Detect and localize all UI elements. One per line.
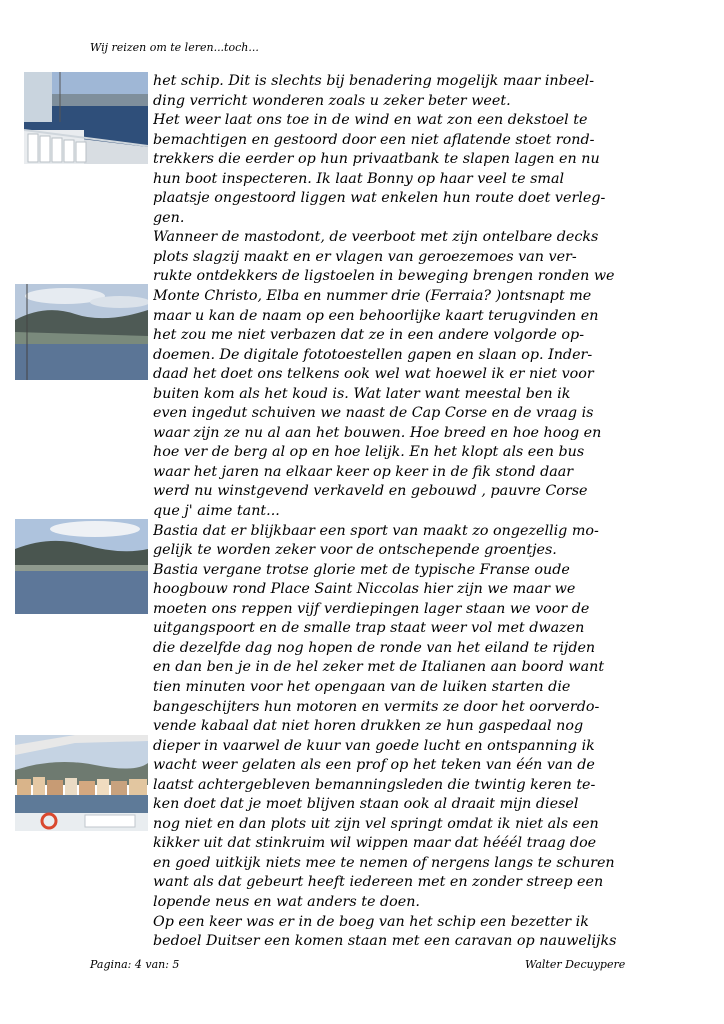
- text-line: bangeschijters hun motoren en vermits ze door het oorverdo-: [153, 698, 600, 715]
- text-line: hoogbouw rond Place Saint Niccolas hier zijn we maar we: [153, 581, 576, 598]
- text-line: even ingedut schuiven we naast de Cap Corse en de vraag is: [153, 405, 594, 422]
- text-line: moeten ons reppen vijf verdiepingen lager staan we voor de: [153, 600, 590, 617]
- text-line: waar het jaren na elkaar keer op keer in de fik stond daar: [153, 463, 574, 480]
- text-line: die dezelfde dag nog hopen de ronde van het eiland te rijden: [153, 639, 596, 656]
- text-line: kikker uit dat stinkruim wil wippen maar dat hééél traag doe: [153, 835, 597, 852]
- body-text: [153, 72, 643, 952]
- photo-coastline: [15, 284, 148, 380]
- text-line: bemachtigen en gestoord door een niet aflatende stoet rond-: [153, 131, 595, 148]
- text-line: bedoel Duitser een komen staan met een caravan op nauwelijks: [153, 933, 617, 950]
- text-line: en dan ben je in de hel zeker met de Italianen aan boord want: [153, 659, 605, 676]
- text-line: nog niet en dan plots uit zijn vel springt omdat ik niet als een: [153, 815, 599, 832]
- text-line: buiten kom als het koud is. Wat later want meestal ben ik: [153, 385, 571, 402]
- text-line: maar u kan de naam op een behoorlijke kaart terugvinden en: [153, 307, 599, 324]
- text-line: tien minuten voor het opengaan van de luiken starten die: [153, 678, 571, 695]
- text-line: hun boot inspecteren. Ik laat Bonny op haar veel te smal: [153, 170, 565, 187]
- text-line: Bastia dat er blijkbaar een sport van maakt zo ongezellig mo-: [153, 522, 599, 539]
- text-line: gelijk te worden zeker voor de ontschepende groentjes.: [153, 542, 557, 559]
- text-line: doemen. De digitale fototoestellen gapen en slaan op. Inder-: [153, 346, 593, 363]
- photo-harbor-town: [15, 735, 148, 831]
- page-number: Pagina: 4 van: 5: [90, 958, 180, 971]
- text-line: wacht weer gelaten als een prof op het teken van één van de: [153, 757, 595, 774]
- page-header: Wij reizen om te leren...toch...: [90, 41, 259, 54]
- text-line: gen.: [153, 209, 185, 226]
- author-name: Walter Decuypere: [525, 958, 626, 971]
- text-line: ken doet dat je moet blijven staan ook al draait mijn diesel: [153, 796, 579, 813]
- text-line: het zou me niet verbazen dat ze in een andere volgorde op-: [153, 327, 585, 344]
- text-line: Het weer laat ons toe in de wind en wat zon een dekstoel te: [153, 112, 588, 129]
- text-line: Wanneer de mastodont, de veerboot met zijn ontelbare decks: [153, 229, 599, 246]
- text-line: Monte Christo, Elba en nummer drie (Ferraia? )ontsnapt me: [153, 288, 592, 305]
- text-line: daad het doet ons telkens ook wel wat hoewel ik er niet voor: [153, 366, 594, 383]
- text-line: trekkers die eerder op hun privaatbank te slapen lagen en nu: [153, 151, 600, 168]
- text-line: ding verricht wonderen zoals u zeker beter weet.: [153, 92, 511, 109]
- text-line: lopende neus en wat anders te doen.: [153, 893, 420, 910]
- text-line: werd nu winstgevend verkaveld en gebouwd , pauvre Corse: [153, 483, 588, 500]
- text-line: en goed uitkijk niets mee te nemen of nergens langs te schuren: [153, 854, 615, 871]
- text-line: het schip. Dit is slechts bij benadering mogelijk maar inbeel-: [153, 73, 595, 89]
- text-line: uitgangspoort en de smalle trap staat weer vol met dwazen: [153, 620, 585, 637]
- text-line: laatst achtergebleven bemanningsleden die twintig keren te-: [153, 776, 596, 793]
- text-line: Op een keer was er in de boeg van het schip een bezetter ik: [153, 913, 589, 930]
- photo-mountains-bay: [15, 519, 148, 614]
- text-line: plaatsje ongestoord liggen wat enkelen hun route doet verleg-: [153, 190, 606, 207]
- photo-ship-deck: [24, 72, 148, 164]
- text-line: vende kabaal dat niet horen drukken ze hun gaspedaal nog: [153, 718, 584, 735]
- text-line: plots slagzij maakt en er vlagen van geroezemoes van ver-: [153, 248, 577, 265]
- text-line: que j' aime tant...: [153, 503, 280, 520]
- text-line: waar zijn ze nu al aan het bouwen. Hoe breed en hoe hoog en: [153, 424, 602, 441]
- text-line: hoe ver de berg al op en hoe lelijk. En het klopt als een bus: [153, 444, 585, 461]
- text-line: Bastia vergane trotse glorie met de typische Franse oude: [153, 561, 570, 578]
- text-line: rukte ontdekkers de ligstoelen in beweging brengen ronden we: [153, 268, 615, 285]
- text-line: want als dat gebeurt heeft iedereen met en zonder streep een: [153, 874, 604, 891]
- text-line: dieper in vaarwel de kuur van goede lucht en ontspanning ik: [153, 737, 595, 754]
